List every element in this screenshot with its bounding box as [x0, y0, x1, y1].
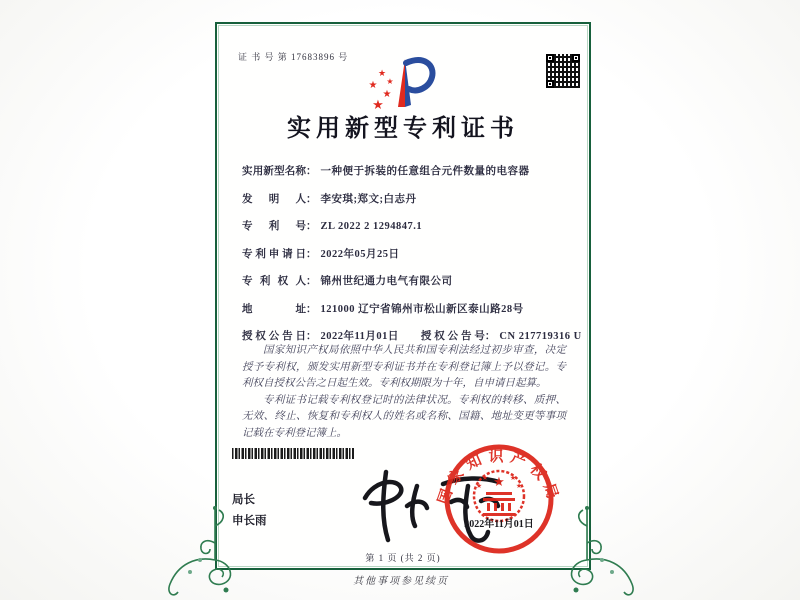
- field-row: [242, 194, 572, 205]
- svg-text:★: ★: [493, 474, 505, 489]
- svg-text:★: ★: [372, 97, 384, 111]
- qr-finder-icon: [546, 80, 554, 88]
- field-label: 实用新型名称：: [242, 166, 317, 177]
- field-label: 授权公告号：: [420, 331, 496, 342]
- signer-name: 申长雨: [232, 515, 267, 527]
- svg-text:★: ★: [515, 482, 523, 490]
- field-row: [242, 276, 572, 287]
- field-row: [242, 304, 572, 315]
- fields-list: [242, 166, 582, 359]
- legal-text: [242, 343, 566, 442]
- field-row: [242, 249, 572, 260]
- certificate-number: 证 书 号 第 17683896 号: [238, 52, 349, 62]
- seal-date: 2022年11月01日: [464, 519, 534, 530]
- svg-text:★: ★: [377, 68, 387, 78]
- field-label: 专利号：: [242, 221, 317, 232]
- svg-text:★: ★: [382, 89, 392, 100]
- qr-finder-icon: [546, 54, 554, 62]
- field-label: 授权公告日：: [242, 331, 317, 342]
- field-value: 2022年05月25日: [320, 248, 400, 260]
- legal-paragraph: 国家知识产权局依照中华人民共和国专利法经过初步审查，决定授予专利权，颁发实用新型专利证书并在专利登记簿上予以登记。专利权自授权公告之日起生效。专利权期限为十年，自申请日起算。: [242, 345, 566, 389]
- svg-text:★: ★: [475, 482, 483, 490]
- field-value: 李安琪;郑文;白志丹: [320, 193, 417, 205]
- continuation-note: 其他事项参见续页: [353, 576, 449, 587]
- svg-text:★: ★: [509, 474, 517, 482]
- qr-code: [546, 54, 580, 88]
- field-row: [242, 331, 582, 342]
- field-value: 2022年11月01日: [320, 331, 399, 342]
- field-value: 锦州世纪通力电气有限公司: [320, 276, 453, 287]
- field-value: ZL 2022 2 1294847.1: [320, 221, 423, 232]
- certificate-title: 实用新型专利证书: [287, 116, 519, 142]
- page-number: 第 1 页 (共 2 页): [365, 553, 441, 563]
- certificate-page: [215, 22, 591, 570]
- qr-finder-icon: [572, 54, 580, 62]
- signer-title: 局长: [232, 494, 255, 506]
- cnipa-patent-logo-icon: [360, 55, 438, 111]
- field-label: 专利权人：: [242, 276, 317, 287]
- field-label: 专利申请日：: [242, 248, 317, 260]
- field-row: [242, 166, 572, 177]
- field-label: 地址：: [242, 303, 317, 315]
- field-value: CN 217719316 U: [499, 331, 582, 342]
- seal-ring-text: 国家知识产权局: [436, 449, 562, 507]
- field-value: 121000 辽宁省锦州市松山新区泰山路28号: [320, 303, 524, 315]
- svg-text:★: ★: [386, 77, 394, 86]
- field-row: [242, 221, 572, 232]
- svg-text:★: ★: [368, 80, 378, 91]
- field-value: 一种便于拆装的任意组合元件数量的电容器: [320, 166, 530, 177]
- field-label: 发明人：: [242, 193, 317, 205]
- svg-text:★: ★: [481, 474, 489, 482]
- legal-paragraph: 专利证书记载专利权登记时的法律状况。专利权的转移、质押、无效、终止、恢复和专利权人的姓名或名称、国籍、地址变更等事项记载在专利登记簿上。: [242, 394, 566, 439]
